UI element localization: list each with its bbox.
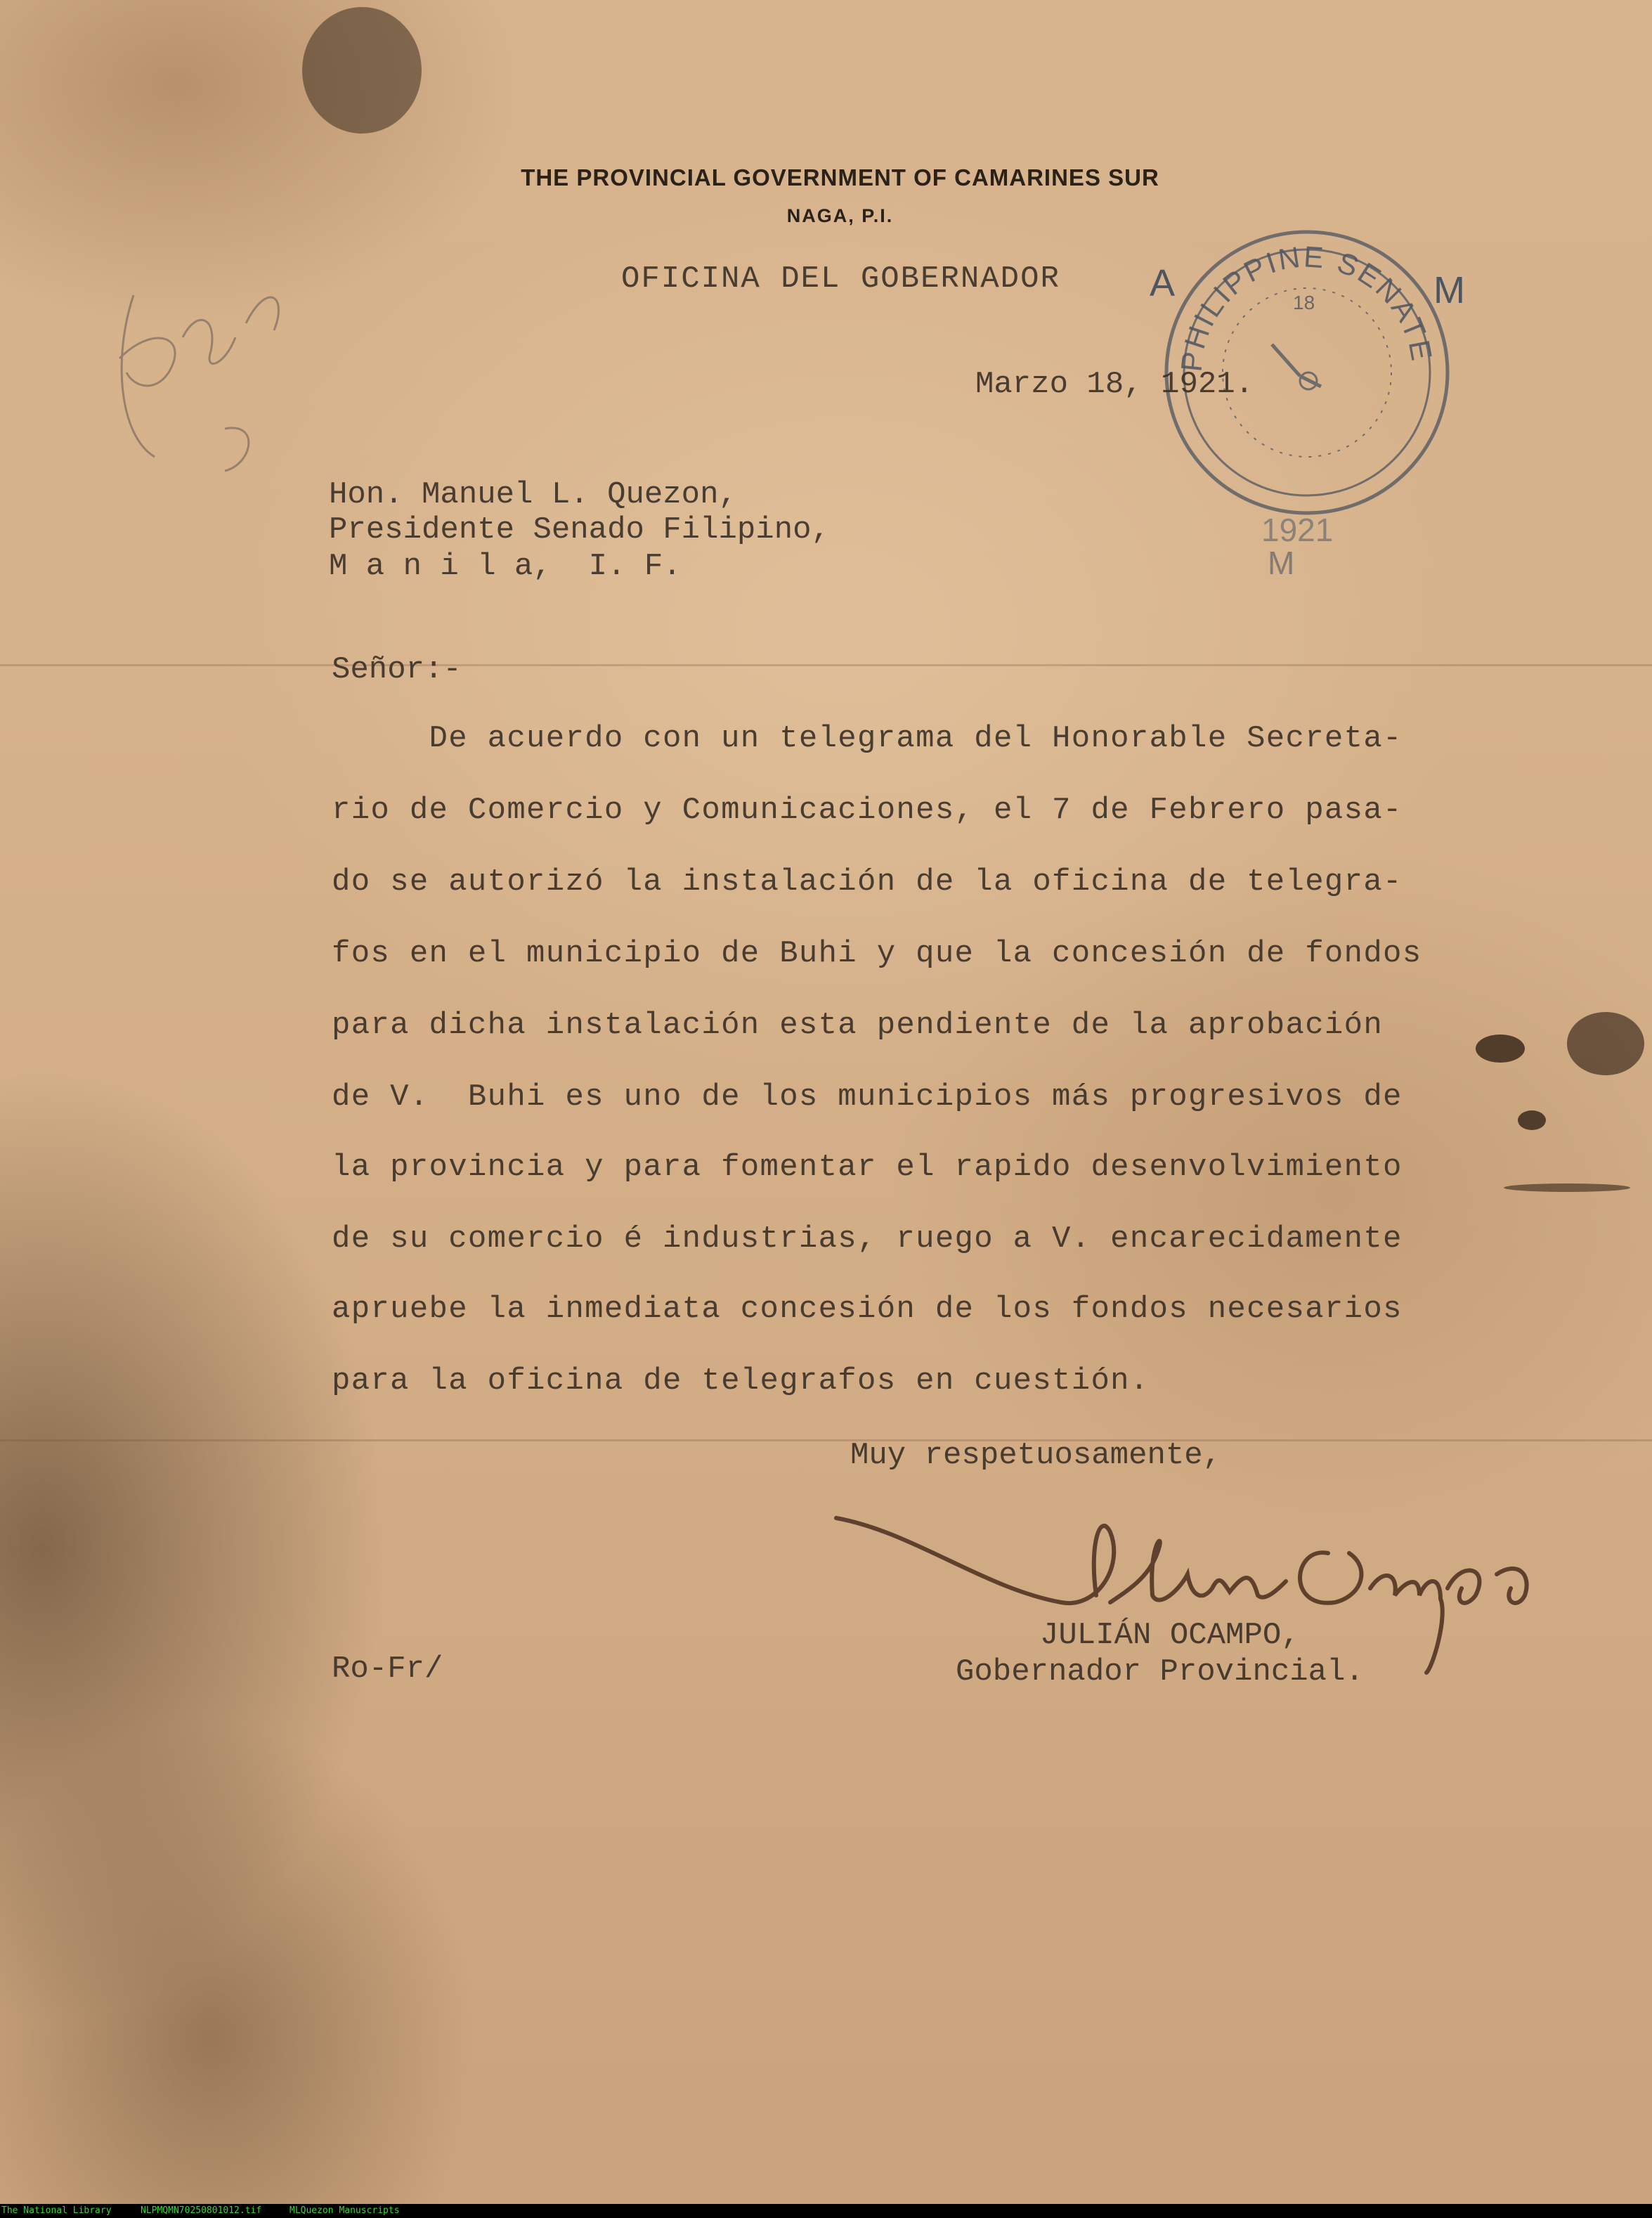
salutation: Señor:- [332,652,462,687]
recipient-line: Hon. Manuel L. Quezon, [329,477,737,512]
signer-name: JULIÁN OCAMPO, [1040,1618,1300,1653]
body-line: fos en el municipio de Buhi y que la concesión de fondos [332,936,1422,971]
body-line: para dicha instalación esta pendiente de la aprobación [332,1008,1384,1043]
ink-stain [1567,1012,1644,1075]
recipient-line: M a n i l a, I. F. [329,549,682,584]
paper-fold [0,1439,1652,1441]
body-line: de su comercio é industrias, ruego a V. encarecidamente [332,1221,1403,1257]
body-line: para la oficina de telegrafos en cuestión. [332,1363,1150,1399]
stamp-letter-a: A [1150,262,1176,304]
body-line: la provincia y para fomentar el rapido desenvolvimiento [332,1150,1403,1185]
stamp-day: 18 [1293,292,1315,313]
body-line: do se autorizó la instalación de la oficina de telegra- [332,864,1403,900]
office-title: OFICINA DEL GOBERNADOR [621,261,1060,297]
ink-stain [1476,1035,1525,1063]
typist-initials: Ro-Fr/ [332,1652,443,1687]
closing: Muy respetuosamente, [850,1438,1222,1473]
body-line: rio de Comercio y Comunicaciones, el 7 de Febrero pasa- [332,793,1403,828]
letter-date: Marzo 18, 1921. [975,367,1254,402]
recipient-line: Presidente Senado Filipino, [329,512,830,547]
letterhead-city: NAGA, P.I. [786,205,894,226]
stamp-letter-m: M [1433,269,1465,311]
body-line: De acuerdo con un telegrama del Honorable Secreta- [332,721,1403,756]
body-line: de V. Buhi es uno de los municipios más progresivos de [332,1079,1403,1115]
signer-title: Gobernador Provincial. [956,1654,1364,1690]
ink-stain [1504,1183,1630,1192]
ink-stain [1518,1110,1546,1130]
stamp-month: M [1268,545,1295,581]
stamp-year: 1921 [1261,512,1334,548]
body-line: apruebe la inmediata concesión de los fondos necesarios [332,1292,1403,1327]
pencil-notation [105,253,330,492]
footer-collection: MLQuezon Manuscripts [290,2205,400,2216]
stamp-ring-text: PHILIPPINE SENATE [1174,240,1439,373]
archive-footer [0,2204,1652,2218]
letterhead-title: THE PROVINCIAL GOVERNMENT OF CAMARINES SUR [521,164,1159,190]
ink-stain [302,7,422,134]
paper-fold [0,664,1652,666]
footer-library: The National Library [1,2205,112,2216]
footer-filename: NLPMQMN70250801012.tif [141,2205,262,2216]
